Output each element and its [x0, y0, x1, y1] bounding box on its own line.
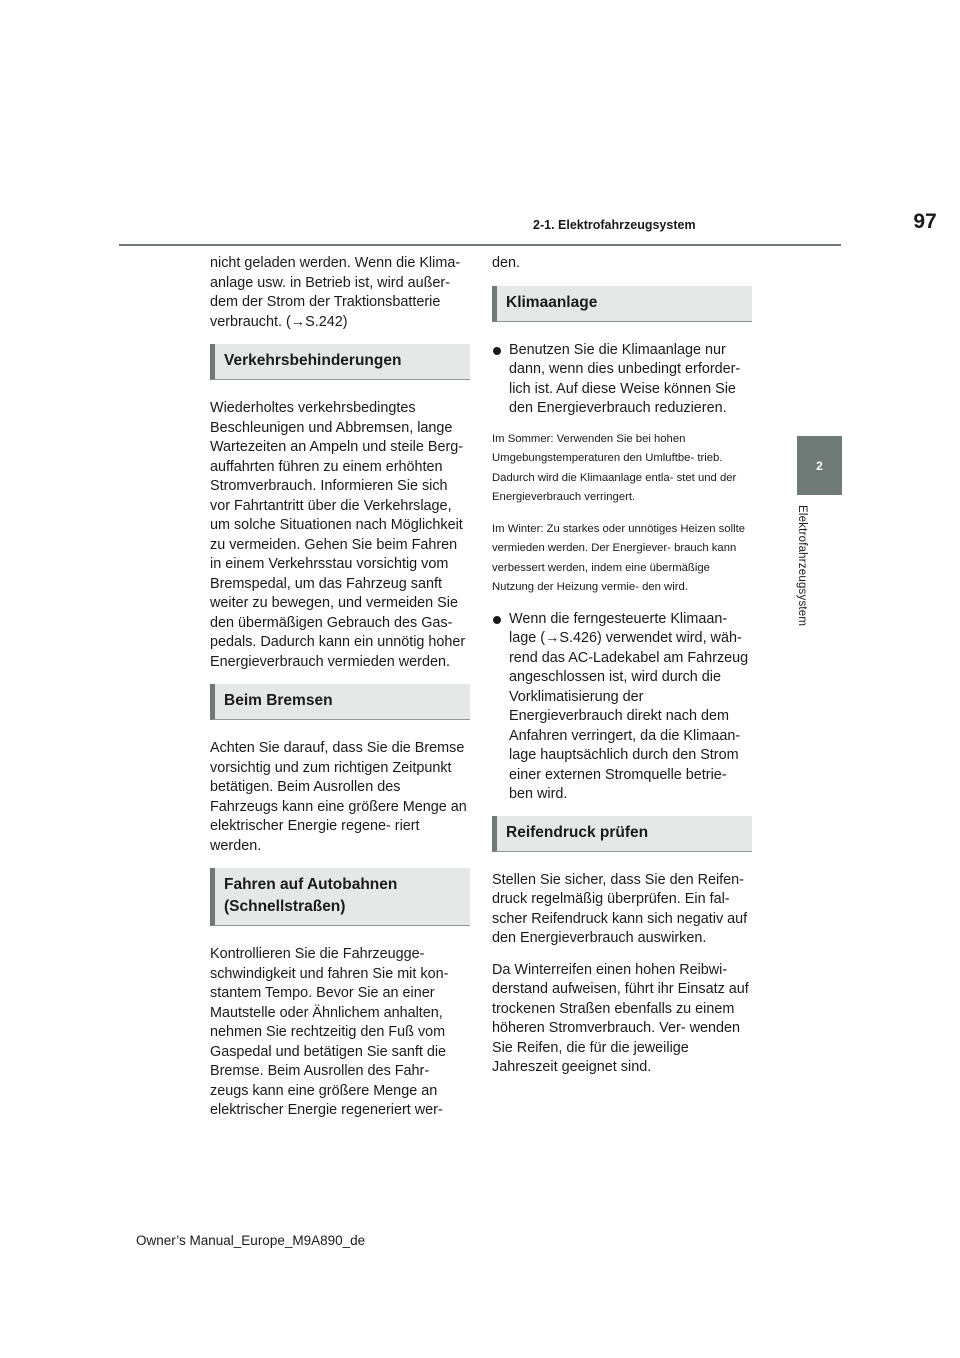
heading-beim-bremsen: Beim Bremsen: [210, 684, 470, 720]
chapter-tab: 2: [797, 436, 842, 495]
note-summer: Im Sommer: Verwenden Sie bei hohen Umgebungstemperaturen den Umluftbe- trieb. Dadurch wird die Klimaanlage entla- stet und der Energieverbrauch verringert.: [492, 432, 737, 503]
intro-paragraph: nicht geladen werden. Wenn die Klima- anlage usw. in Betrieb ist, wird außer- dem der Strom der Traktionsbatterie verbraucht. (→S.242): [210, 255, 461, 330]
bullet-item-klimaanlage-nutzen: Benutzen Sie die Klimaanlage nur dann, wenn dies unbedingt erforder- lich ist. Auf diese Weise können Sie den Energieverbrauch reduzieren.: [492, 341, 752, 419]
paragraph-beim-bremsen: Achten Sie darauf, dass Sie die Bremse vorsichtig und zum richtigen Zeitpunkt betätigen. Beim Ausrollen des Fahrzeugs kann eine größere Menge an elektrischer Energie regene- riert werden.: [210, 740, 467, 854]
page-number: 97: [913, 210, 937, 233]
continuation-paragraph: den.: [492, 255, 521, 271]
chapter-side-label: Elektrofahrzeugsystem: [796, 505, 808, 627]
paragraph-verkehrsbehinderungen: Wiederholtes verkehrsbedingtes Beschleunigen und Abbremsen, lange Wartezeiten an Ampeln und steile Berg- auffahrten führen zu einem erhöhten Stromverbrauch. Informieren Sie sich vor Fahrtantritt über die Verkehrslage, um solche Situationen nach Möglichkeit zu vermeiden. Gehen Sie beim Fahren in einem Verkehrsstau vorsichtig vom Bremspedal, um das Fahrzeug sanft weiter zu bewegen, und vermeiden Sie den übermäßigen Gebrauch des Gas- pedals. Dadurch kann ein unnötig hoher Energieverbrauch vermieden werden.: [210, 400, 466, 670]
right-column: [492, 254, 752, 1090]
header-divider: [119, 244, 841, 246]
bullet-list: [492, 341, 752, 419]
heading-reifendruck-pruefen: Reifendruck prüfen: [492, 816, 752, 852]
left-column: [210, 254, 470, 1133]
heading-verkehrsbehinderungen: Verkehrsbehinderungen: [210, 344, 470, 380]
footer-document-id: Owner’s Manual_Europe_M9A890_de: [136, 1233, 366, 1248]
paragraph-reifendruck-1: Stellen Sie sicher, dass Sie den Reifen- druck regelmäßig überprüfen. Ein fal- scher Reifendruck kann sich negativ auf den Energieverbrauch auswirken.: [492, 871, 748, 946]
note-winter: Im Winter: Zu starkes oder unnötiges Heizen sollte vermieden werden. Der Energiever- brauch kann verbessert werden, indem eine übermäßige Nutzung der Heizung vermie- den wird.: [492, 522, 746, 593]
section-title: 2-1. Elektrofahrzeugsystem: [533, 218, 696, 232]
bullet-list: [492, 610, 752, 805]
heading-fahren-auf-autobahnen: Fahren auf Autobahnen (Schnellstraßen): [210, 868, 470, 926]
paragraph-fahren-auf-autobahnen: Kontrollieren Sie die Fahrzeugge- schwindigkeit und fahren Sie mit kon- stantem Tempo. Bevor Sie an einer Mautstelle oder Ähnlichem anhalten, nehmen Sie rechtzeitig den Fuß vom Gaspedal und betätigen Sie sanft die Bremse. Beim Ausrollen des Fahr- zeugs kann eine größere Menge an elektrischer Energie regeneriert wer-: [210, 946, 449, 1118]
paragraph-reifendruck-2: Da Winterreifen einen hohen Reibwi- derstand aufweisen, führt ihr Einsatz auf trockenen Straßen ebenfalls zu einem höheren Stromverbrauch. Ver- wenden Sie Reifen, die für die jeweilige Jahreszeit geeignet sind.: [492, 961, 749, 1075]
bullet-item-ferngesteuerte-klimaanlage: Wenn die ferngesteuerte Klimaan- lage (→S.426) verwendet wird, wäh- rend das AC-Ladekabel am Fahrzeug angeschlossen ist, wird durch die Vorklimatisierung der Energieverbrauch direkt nach dem Anfahren verringert, da die Klimaan- lage hauptsächlich durch den Strom einer externen Stromquelle betrie- ben wird.: [492, 610, 752, 805]
heading-klimaanlage: Klimaanlage: [492, 286, 752, 322]
